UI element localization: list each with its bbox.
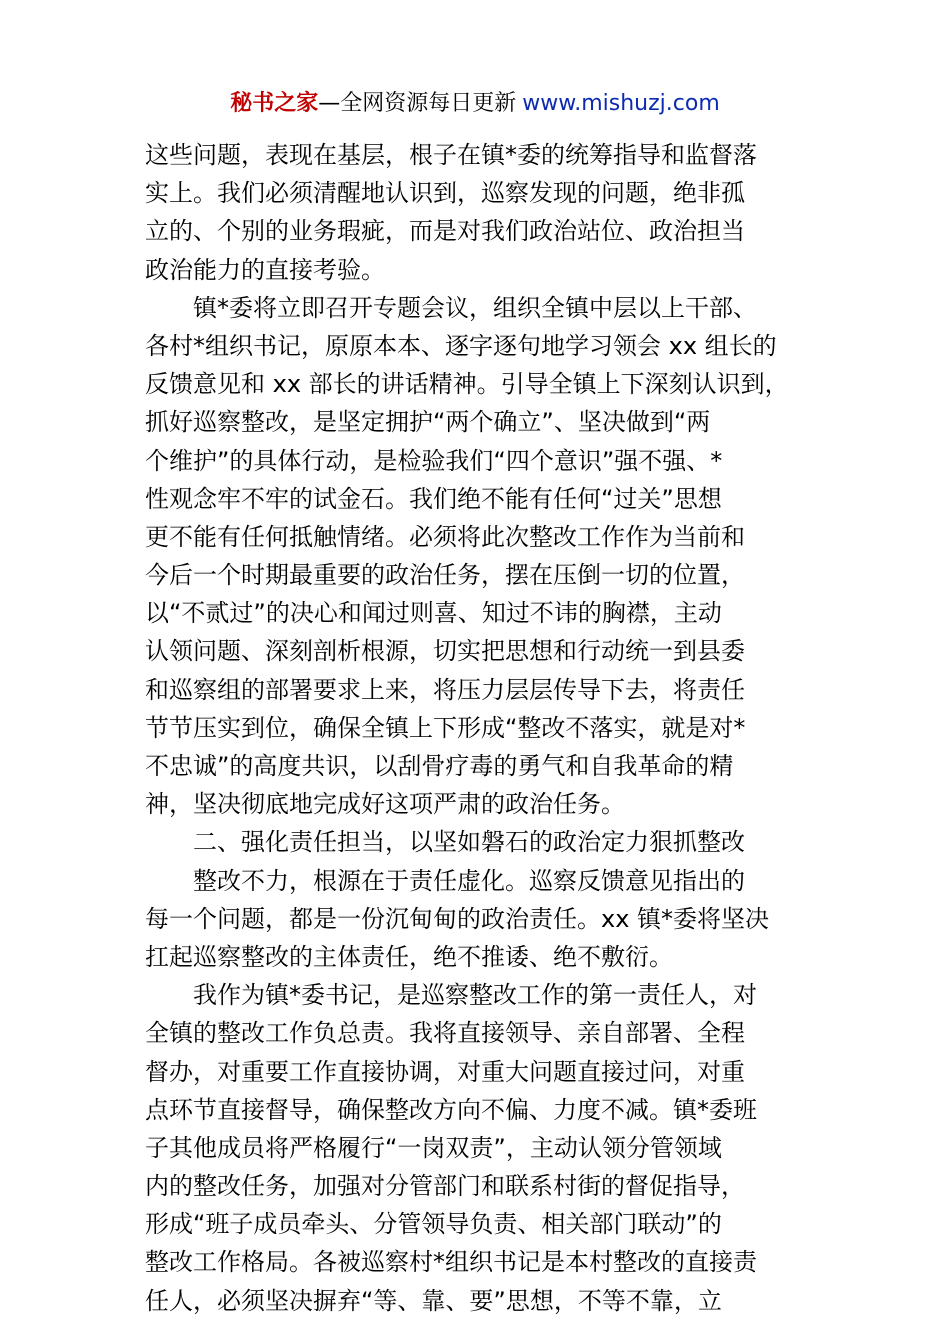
text-line: 反馈意见和 xx 部长的讲话精神。引导全镇上下深刻认识到， [145,370,789,399]
text-line: 形成“班子成员牵头、分管领导负责、相关部门联动”的 [145,1210,722,1239]
header-slogan: 全网资源每日更新 [340,91,517,116]
section-heading: 二、强化责任担当，以坚如磐石的政治定力狠抓整改 [193,828,745,857]
text-line: 抓好巡察整改，是坚定拥护“两个确立”、坚决做到“两 [145,408,711,437]
brand-name: 秘书之家 [230,91,319,116]
text-line: 全镇的整改工作负总责。我将直接领导、亲自部署、全程 [145,1019,745,1048]
page-header [0,84,950,124]
text-line: 今后一个时期最重要的政治任务，摆在压倒一切的位置， [145,561,745,590]
text-line: 认领问题、深刻剖析根源，切实把思想和行动统一到县委 [145,637,745,666]
text-line: 立的、个别的业务瑕疵，而是对我们政治站位、政治担当 [145,217,745,246]
text-line: 子其他成员将严格履行“一岗双责”，主动认领分管领域 [145,1133,722,1162]
paragraph-first-line: 镇*委将立即召开专题会议，组织全镇中层以上干部、 [193,293,757,322]
text-line: 这些问题，表现在基层，根子在镇*委的统筹指导和监督落 [145,141,757,169]
text-line: 神，坚决彻底地完成好这项严肃的政治任务。 [145,790,625,819]
text-line: 以“不贰过”的决心和闻过则喜、知过不讳的胸襟，主动 [145,599,722,628]
text-line: 督办，对重要工作直接协调，对重大问题直接过问，对重 [145,1057,745,1086]
text-line: 性观念牢不牢的试金石。我们绝不能有任何“过关”思想 [145,484,722,513]
text-line: 政治能力的直接考验。 [145,255,385,284]
site-url-link[interactable]: www.mishuzj.com [522,91,720,116]
text-line: 整改工作格局。各被巡察村*组织书记是本村整改的直接责 [145,1248,757,1277]
header-dash: — [318,91,341,116]
paragraph-first-line: 我作为镇*委书记，是巡察整改工作的第一责任人，对 [193,981,757,1010]
text-line: 各村*组织书记，原原本本、逐字逐句地学习领会 xx 组长的 [145,331,777,360]
text-line: 节节压实到位，确保全镇上下形成“整改不落实，就是对* [145,713,746,742]
text-line: 更不能有任何抵触情绪。必须将此次整改工作作为当前和 [145,522,745,551]
text-line: 不忠诚”的高度共识，以刮骨疗毒的勇气和自我革命的精 [145,752,734,780]
text-line: 任人，必须坚决摒弃“等、靠、要”思想，不等不靠，立 [145,1286,722,1315]
document-body [145,136,817,1320]
paragraph-first-line: 整改不力，根源在于责任虚化。巡察反馈意见指出的 [193,866,745,895]
text-line: 实上。我们必须清醒地认识到，巡察发现的问题，绝非孤 [145,179,745,208]
text-line: 每一个问题，都是一份沉甸甸的政治责任。xx 镇*委将坚决 [145,904,770,933]
text-line: 点环节直接督导，确保整改方向不偏、力度不减。镇*委班 [145,1095,757,1124]
text-line: 扛起巡察整改的主体责任，绝不推诿、绝不敷衍。 [145,942,673,971]
text-line: 个维护”的具体行动，是检验我们“四个意识”强不强、* [145,446,723,475]
text-line: 内的整改任务，加强对分管部门和联系村街的督促指导， [145,1172,745,1201]
text-line: 和巡察组的部署要求上来，将压力层层传导下去，将责任 [145,675,745,704]
